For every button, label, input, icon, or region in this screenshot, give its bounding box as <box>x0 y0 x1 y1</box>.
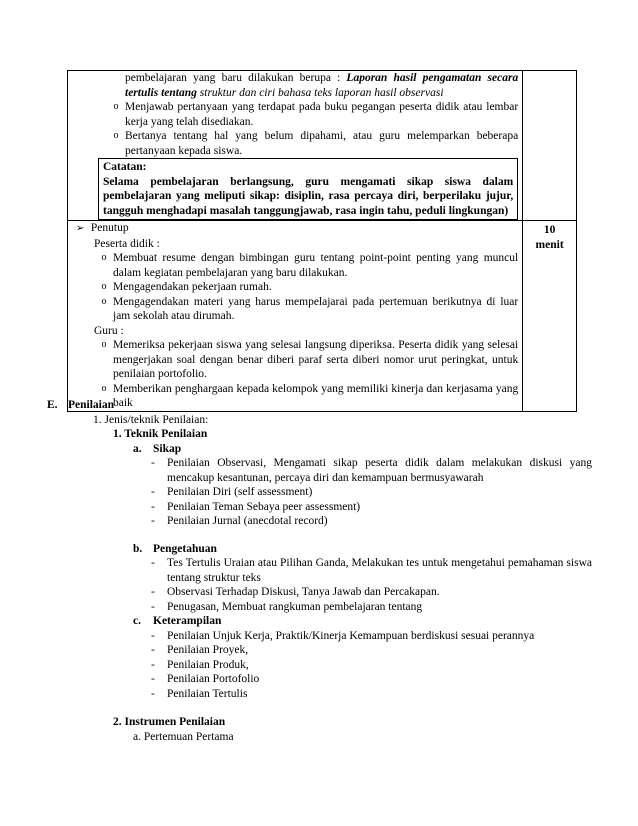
list-item-text: Mengagendakan materi yang harus mempelajarai pada pertemuan berikutnya di luar jam sekolah atau dirumah. <box>113 295 519 322</box>
list-item-text: Penilaian Tertulis <box>167 687 248 700</box>
sikap-label: a. <box>133 442 142 455</box>
time-number: 10 <box>543 224 556 236</box>
table-row <box>68 71 577 221</box>
circle-bullet-icon: o <box>101 252 107 263</box>
catatan-title: Catatan: <box>103 161 147 173</box>
list-item-text: Memberikan penghargaan kepada kelompok yang memiliki kinerja dan kerjasama yang baik <box>113 382 519 409</box>
dash-bullet-icon: - <box>151 629 155 642</box>
list-item <box>151 629 592 644</box>
list-item-text: Penilaian Teman Sebaya peer assessment) <box>167 500 361 513</box>
list-item-text: Tes Tertulis Uraian atau Pilihan Ganda, Melakukan tes untuk mengetahui pemahaman siswa tentang struktur teks <box>167 557 592 584</box>
list-item-text: Memeriksa pekerjaan siswa yang selesai langsung diperiksa. Peserta didik yang selesai mengerjakan soal dengan benar diberi paraf serta diberi nomor urut peringkat, untuk penilaian portofolio. <box>113 339 519 380</box>
activity-cell <box>68 71 523 221</box>
sikap-heading <box>47 442 592 457</box>
list-item <box>151 658 592 673</box>
penutup-block <box>68 221 522 411</box>
dash-bullet-icon: - <box>151 687 155 700</box>
list-item-text: Penilaian Diri (self assessment) <box>167 486 313 498</box>
list-item <box>151 643 592 658</box>
peserta-label: Peserta didik : <box>94 237 160 250</box>
catatan-box <box>98 158 518 220</box>
dash-bullet-icon: - <box>151 586 155 598</box>
dash-bullet-icon: - <box>151 515 155 527</box>
dash-bullet-icon: - <box>151 673 155 685</box>
list-item <box>107 100 518 129</box>
circle-bullet-icon: o <box>113 130 119 141</box>
keterampilan-label: c. <box>133 615 141 627</box>
list-item-text: Mengagendakan pekerjaan rumah. <box>113 281 272 293</box>
time-cell-empty <box>523 71 577 221</box>
dash-bullet-icon: - <box>151 658 155 671</box>
list-item <box>151 556 592 585</box>
list-item-text: Penilaian Observasi, Mengamati sikap peserta didik dalam melakukan diskusi yang mencakup kesantunan, percaya diri dan kemampuan bermusyawarah <box>167 457 592 484</box>
circle-bullet-icon: o <box>113 101 119 112</box>
section-label: E. <box>47 399 58 411</box>
penilaian-section <box>47 398 592 744</box>
list-item-text: Penugasan, Membuat rangkuman pembelajaran tentang <box>167 600 423 613</box>
sikap-list <box>47 456 592 529</box>
dash-bullet-icon: - <box>151 500 155 513</box>
list-item-text: Penilaian Jurnal (anecdotal record) <box>167 515 328 527</box>
subheading-teknik: 1. Teknik Penilaian <box>113 428 208 440</box>
list-item-text: Penilaian Produk, <box>167 658 249 671</box>
list-item-text: Penilaian Portofolio <box>167 673 260 685</box>
guru-label: Guru : <box>94 324 124 337</box>
list-item <box>151 600 592 615</box>
list-item <box>151 485 592 500</box>
list-item <box>151 585 592 600</box>
keterampilan-list <box>47 629 592 702</box>
continuation-text <box>68 71 518 100</box>
list-item <box>151 456 592 485</box>
bullet-text: Menjawab pertanyaan yang terdapat pada buku pegangan peserta didik atau lembar kerja yang telah disediakan. <box>125 101 519 128</box>
arrow-bullet-icon: ➢ <box>76 223 85 234</box>
dash-bullet-icon: - <box>151 457 155 469</box>
list-item-text: Penilaian Unjuk Kerja, Praktik/Kinerja Kemampuan berdiskusi sesuai perannya <box>167 629 535 642</box>
time-cell <box>523 221 577 412</box>
dash-bullet-icon: - <box>151 557 155 569</box>
keterampilan-heading <box>47 614 592 629</box>
list-item <box>107 129 518 158</box>
list-item-text: Membuat resume dengan bimbingan guru tentang point-point penting yang muncul dalam kegiatan pembelajaran yang baru dilakukan. <box>113 252 519 279</box>
pengetahuan-label: b. <box>133 542 143 555</box>
time-unit: menit <box>535 238 564 251</box>
pengetahuan-heading <box>47 542 592 557</box>
dash-bullet-icon: - <box>151 644 155 656</box>
peserta-list <box>76 251 518 324</box>
list-item <box>151 687 592 702</box>
list-item-text: Observasi Terhadap Diskusi, Tanya Jawab dan Percakapan. <box>167 586 440 598</box>
list-item <box>151 500 592 515</box>
list-item <box>95 295 518 324</box>
activity-table <box>67 70 577 412</box>
item-jenis-teknik: 1. Jenis/teknik Penilaian: <box>93 413 209 426</box>
circle-bullet-icon: o <box>101 281 107 292</box>
penutup-title: Penutup <box>90 222 129 234</box>
list-item <box>151 672 592 687</box>
penutup-cell <box>68 221 523 412</box>
cont-text-a: pembelajaran yang baru dilakukan berupa : <box>125 72 347 84</box>
list-item <box>95 251 518 280</box>
sikap-title: Sikap <box>153 442 182 455</box>
circle-bullet-icon: o <box>101 382 107 394</box>
list-item <box>95 280 518 295</box>
section-heading <box>47 398 592 413</box>
cont-text-c: struktur dan ciri bahasa teks laporan hasil observasi <box>196 86 444 99</box>
pengetahuan-title: Pengetahuan <box>153 542 217 555</box>
table-row <box>68 221 577 412</box>
penutup-heading <box>76 221 518 237</box>
bullet-text: Bertanya tentang hal yang belum dipahami, atau guru melemparkan beberapa pertanyaan kepada siswa. <box>125 130 519 157</box>
section-title: Penilaian <box>68 399 115 411</box>
dash-bullet-icon: - <box>151 600 155 613</box>
cont-text-b: Laporan hasil pengamatan secara tertulis tentang <box>125 72 519 99</box>
dash-bullet-icon: - <box>151 486 155 498</box>
list-item <box>95 338 518 382</box>
circle-bullet-icon: o <box>101 295 107 307</box>
item-pertemuan-pertama: a. Pertemuan Pertama <box>133 730 234 743</box>
circle-bullet-icon: o <box>101 339 107 350</box>
keterampilan-title: Keterampilan <box>153 615 222 627</box>
list-item <box>151 514 592 529</box>
subheading-instrumen: 2. Instrumen Penilaian <box>113 716 226 728</box>
list-item-text: Penilaian Proyek, <box>167 644 249 656</box>
pengetahuan-list <box>47 556 592 614</box>
continuation-block <box>68 71 522 220</box>
catatan-text: Selama pembelajaran berlangsung, guru mengamati sikap siswa dalam pembelajaran yang meliputi sikap: disiplin, rasa percaya diri, berperilaku jujur, tangguh menghadapi masalah tanggungjawab, rasa ingin tahu, peduli lingkungan) <box>103 175 514 217</box>
row1-bullet-list <box>68 100 518 158</box>
